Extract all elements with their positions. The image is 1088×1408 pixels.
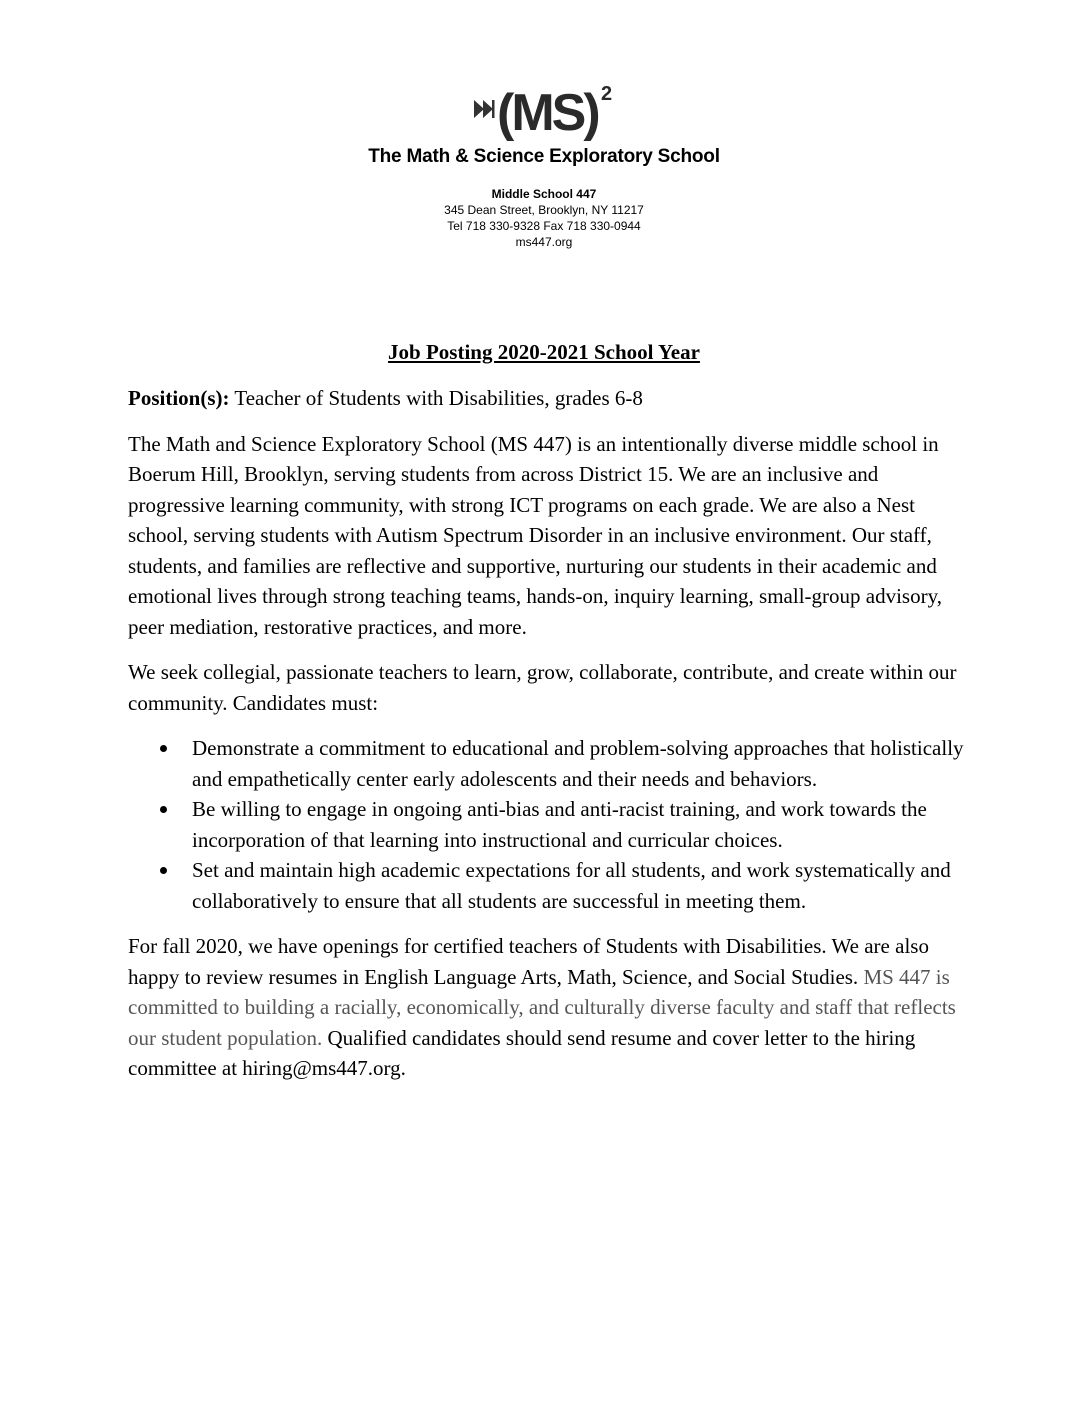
website: ms447.org xyxy=(515,235,573,249)
logo-text: (MS) xyxy=(497,84,598,142)
school-logo xyxy=(470,80,630,146)
list-item xyxy=(128,794,968,855)
closing-openings: For fall 2020, we have openings for certified teachers of Students with Disabilities. We are also happy to review resumes in English Language Arts, Math, Science, and Social Studies. xyxy=(128,934,929,989)
posting-title: Job Posting 2020-2021 School Year xyxy=(388,340,700,364)
position-label: Position(s): xyxy=(128,386,230,410)
list-item xyxy=(128,855,968,916)
closing-paragraph xyxy=(128,931,968,1084)
bullet-icon xyxy=(160,867,167,874)
address-block xyxy=(0,186,1088,250)
seek-paragraph: We seek collegial, passionate teachers to learn, grow, collaborate, contribute, and create within our community. Candidates must: xyxy=(128,660,957,715)
requirement-text: Demonstrate a commitment to educational and problem-solving approaches that holistically and empathetically center early adolescents and their needs and behaviors. xyxy=(192,736,964,791)
closing-contact: Qualified candidates should send resume and cover letter to the hiring committee at hiring@ms447.org. xyxy=(128,1025,916,1080)
list-item xyxy=(128,733,968,794)
requirement-text: Be willing to engage in ongoing anti-bias and anti-racist training, and work towards the incorporation of that learning into instructional and curricular choices. xyxy=(192,797,927,852)
intro-paragraph: The Math and Science Exploratory School (MS 447) is an intentionally diverse middle school in Boerum Hill, Brooklyn, serving students from across District 15. We are an inclusive and progressive learning community, with strong ICT programs on each grade. We are also a Nest school, serving students with Autism Spectrum Disorder in an inclusive environment. Our staff, students, and families are reflective and supportive, nurturing our students in their academic and emotional lives through strong teaching teams, hands-on, inquiry learning, small-group advisory, peer mediation, restorative practices, and more. xyxy=(128,431,942,639)
bullet-icon xyxy=(160,806,167,813)
street-address: 345 Dean Street, Brooklyn, NY 11217 xyxy=(444,203,644,217)
school-name: The Math & Science Exploratory School xyxy=(368,146,720,167)
posting-body xyxy=(128,383,968,1099)
requirements-list xyxy=(128,733,968,916)
requirement-text: Set and maintain high academic expectations for all students, and work systematically and collaboratively to ensure that all students are successful in meeting them. xyxy=(192,858,951,913)
phone-fax: Tel 718 330-9328 Fax 718 330-0944 xyxy=(447,219,641,233)
fast-forward-icon xyxy=(470,80,630,146)
school-id: Middle School 447 xyxy=(491,187,597,201)
position-line xyxy=(128,383,968,414)
closing-commitment: MS 447 is committed to building a racially, economically, and culturally diverse faculty and staff that reflects our student population. xyxy=(128,964,956,1050)
logo-superscript: 2 xyxy=(601,83,613,105)
bullet-icon xyxy=(160,745,167,752)
position-value: Teacher of Students with Disabilities, grades 6-8 xyxy=(229,386,643,410)
